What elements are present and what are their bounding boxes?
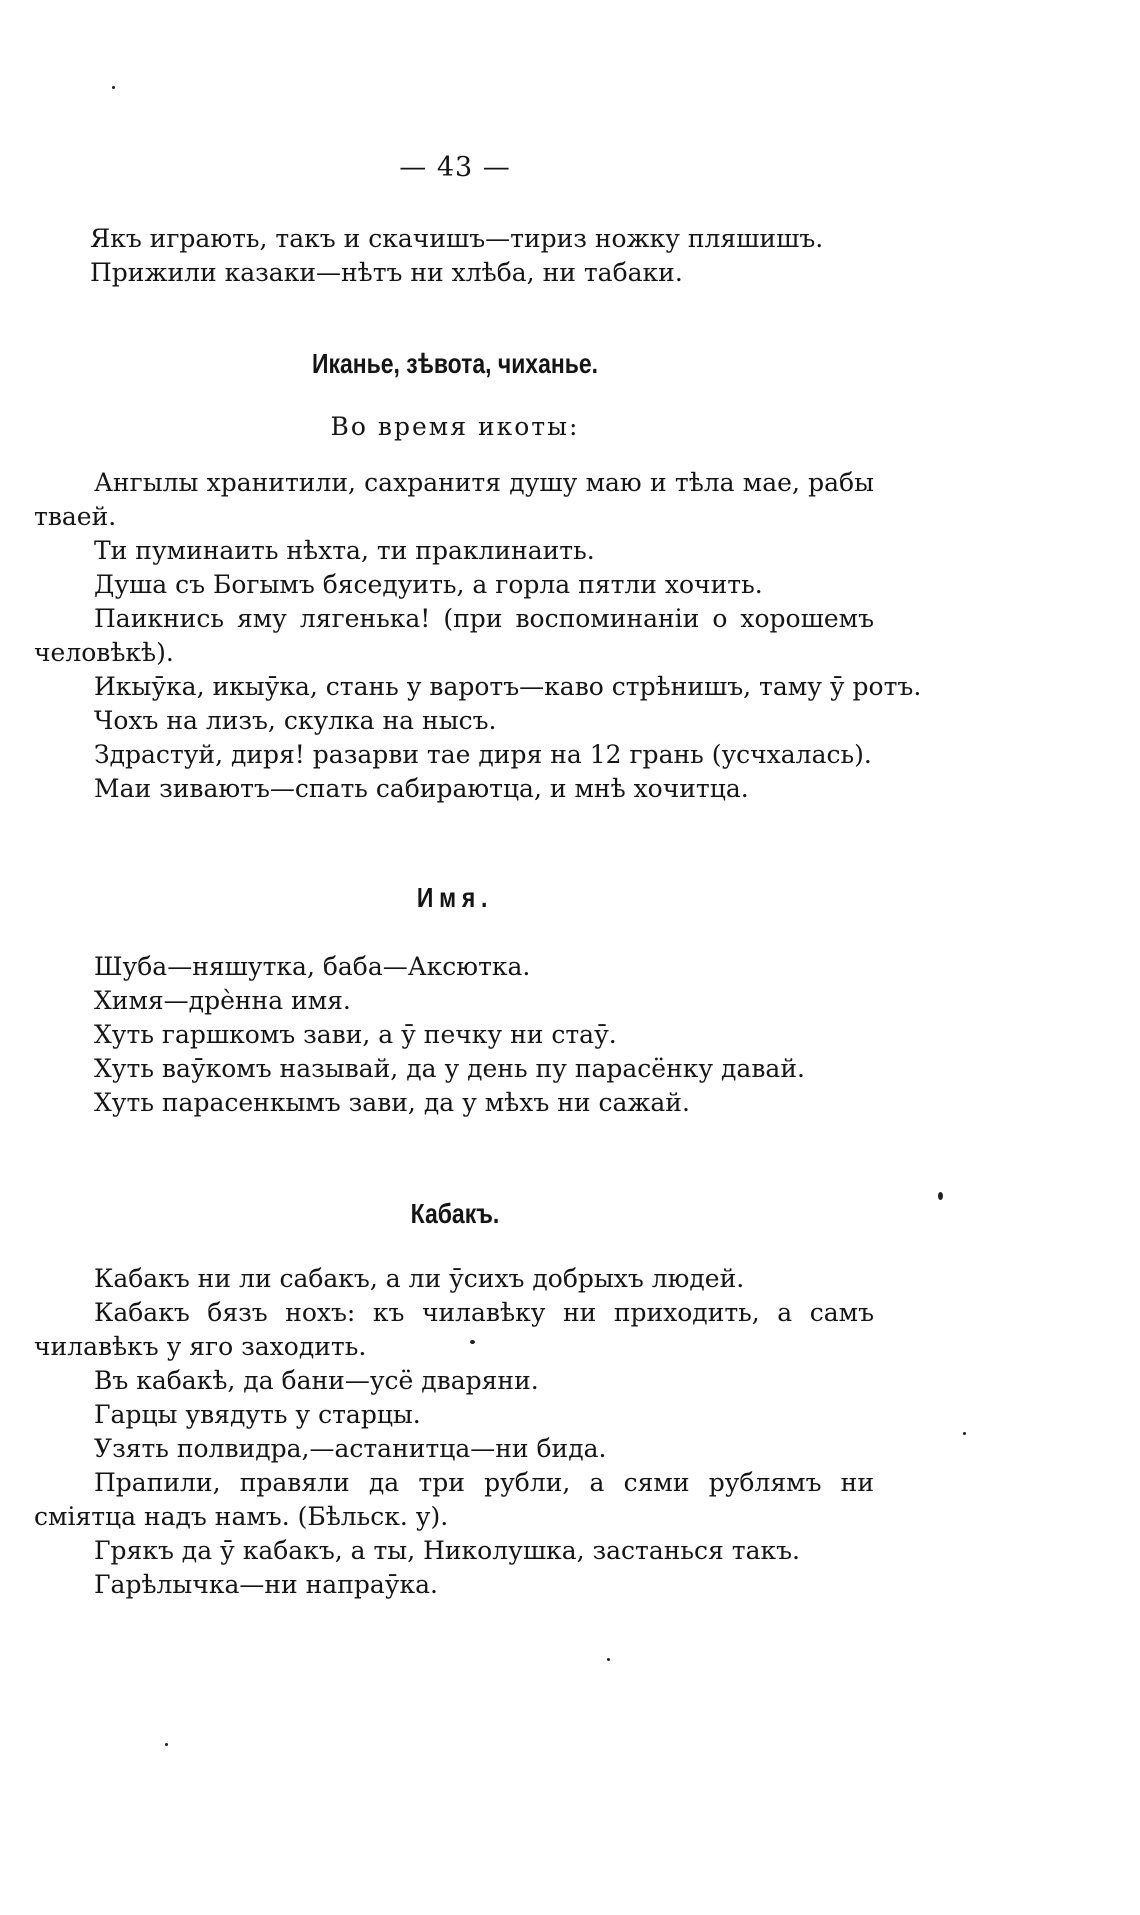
tavern-line-8: Гарѣлычка—ни напраӯка. [94,1570,438,1599]
name-line-2: Химя—дрѐнна имя. [94,986,351,1015]
tavern-line-3: Въ кабакѣ, да бани—усё дваряни. [94,1366,539,1395]
hiccup-line-2: Ти пуминаить нѣхта, ти праклинаить. [94,536,595,565]
page-number: — 43 — [399,152,511,183]
tavern-block [34,1262,874,1602]
name-line-5: Хуть парасенкымъ зави, да у мѣхъ ни сажай. [94,1088,690,1117]
section-subheading-hiccup: Во время икоты: [330,412,580,441]
hiccup-line-5: Икыӯка, икыӯка, стань у варотъ—каво стрѣнишъ, таму ӯ ротъ. [94,672,922,701]
hiccup-line-6: Чохъ на лизъ, скулка на нысъ. [94,706,497,735]
hiccup-block [34,466,922,806]
name-line-3: Хуть гаршкомъ зави, а ӯ печку ни стаӯ. [94,1020,617,1049]
section-heading-name: Имя. [416,882,494,913]
scan-speck [165,1743,168,1746]
scan-speck [607,1658,610,1661]
scan-speck [112,86,115,89]
tavern-line-4: Гарцы увядуть у старцы. [94,1400,421,1429]
tavern-paragraph-6: Прапили, правяли да три рубли, а сями рублямъ ни сміятца надъ намъ. (Бѣльск. у). [34,1468,874,1531]
tavern-line-5: Узять полвидра,—астанитца—ни бида. [94,1434,607,1463]
hiccup-line-7: Здрастуй, диря! разарви тае диря на 12 грань (усчхалась). [94,740,872,769]
intro-line-2: Прижили казаки—нѣтъ ни хлѣба, ни табаки. [90,258,683,287]
name-block [34,950,874,1120]
hiccup-line-8: Маи зиваютъ—спать сабираютца, и мнѣ хочитца. [94,774,749,803]
scan-speck [470,1340,475,1344]
hiccup-paragraph-4: Паикнись яму лягенька! (при воспоминаніи о хорошемъ человѣкѣ). [34,604,874,667]
scan-speck [938,1192,943,1200]
scan-speck [963,1432,966,1435]
tavern-paragraph-2: Кабакъ бязъ нохъ: къ чилавѣку ни приходить, а самъ чилавѣкъ у яго заходить. [34,1298,874,1361]
section-heading-tavern: Кабакъ. [410,1198,500,1229]
intro-line-1: Якъ играють, такъ и скачишъ—тириз ножку пляшишъ. [90,224,824,253]
tavern-line-7: Грякъ да ӯ кабакъ, а ты, Николушка, застанься такъ. [94,1536,800,1565]
intro-block [34,222,874,290]
hiccup-paragraph-1: Ангылы хранитили, сахранитя душу маю и тѣла мае, рабы тваей. [34,468,874,531]
tavern-line-1: Кабакъ ни ли сабакъ, а ли ӯсихъ добрыхъ людей. [94,1264,745,1293]
section-heading-hiccup: Иканье, зѣвота, чиханье. [312,348,598,379]
name-line-1: Шуба—няшутка, баба—Аксютка. [94,952,531,981]
name-line-4: Хуть ваӯкомъ называй, да у день пу парасёнку давай. [94,1054,805,1083]
hiccup-line-3: Душа съ Богымъ бяседуить, а горла пятли хочить. [94,570,763,599]
